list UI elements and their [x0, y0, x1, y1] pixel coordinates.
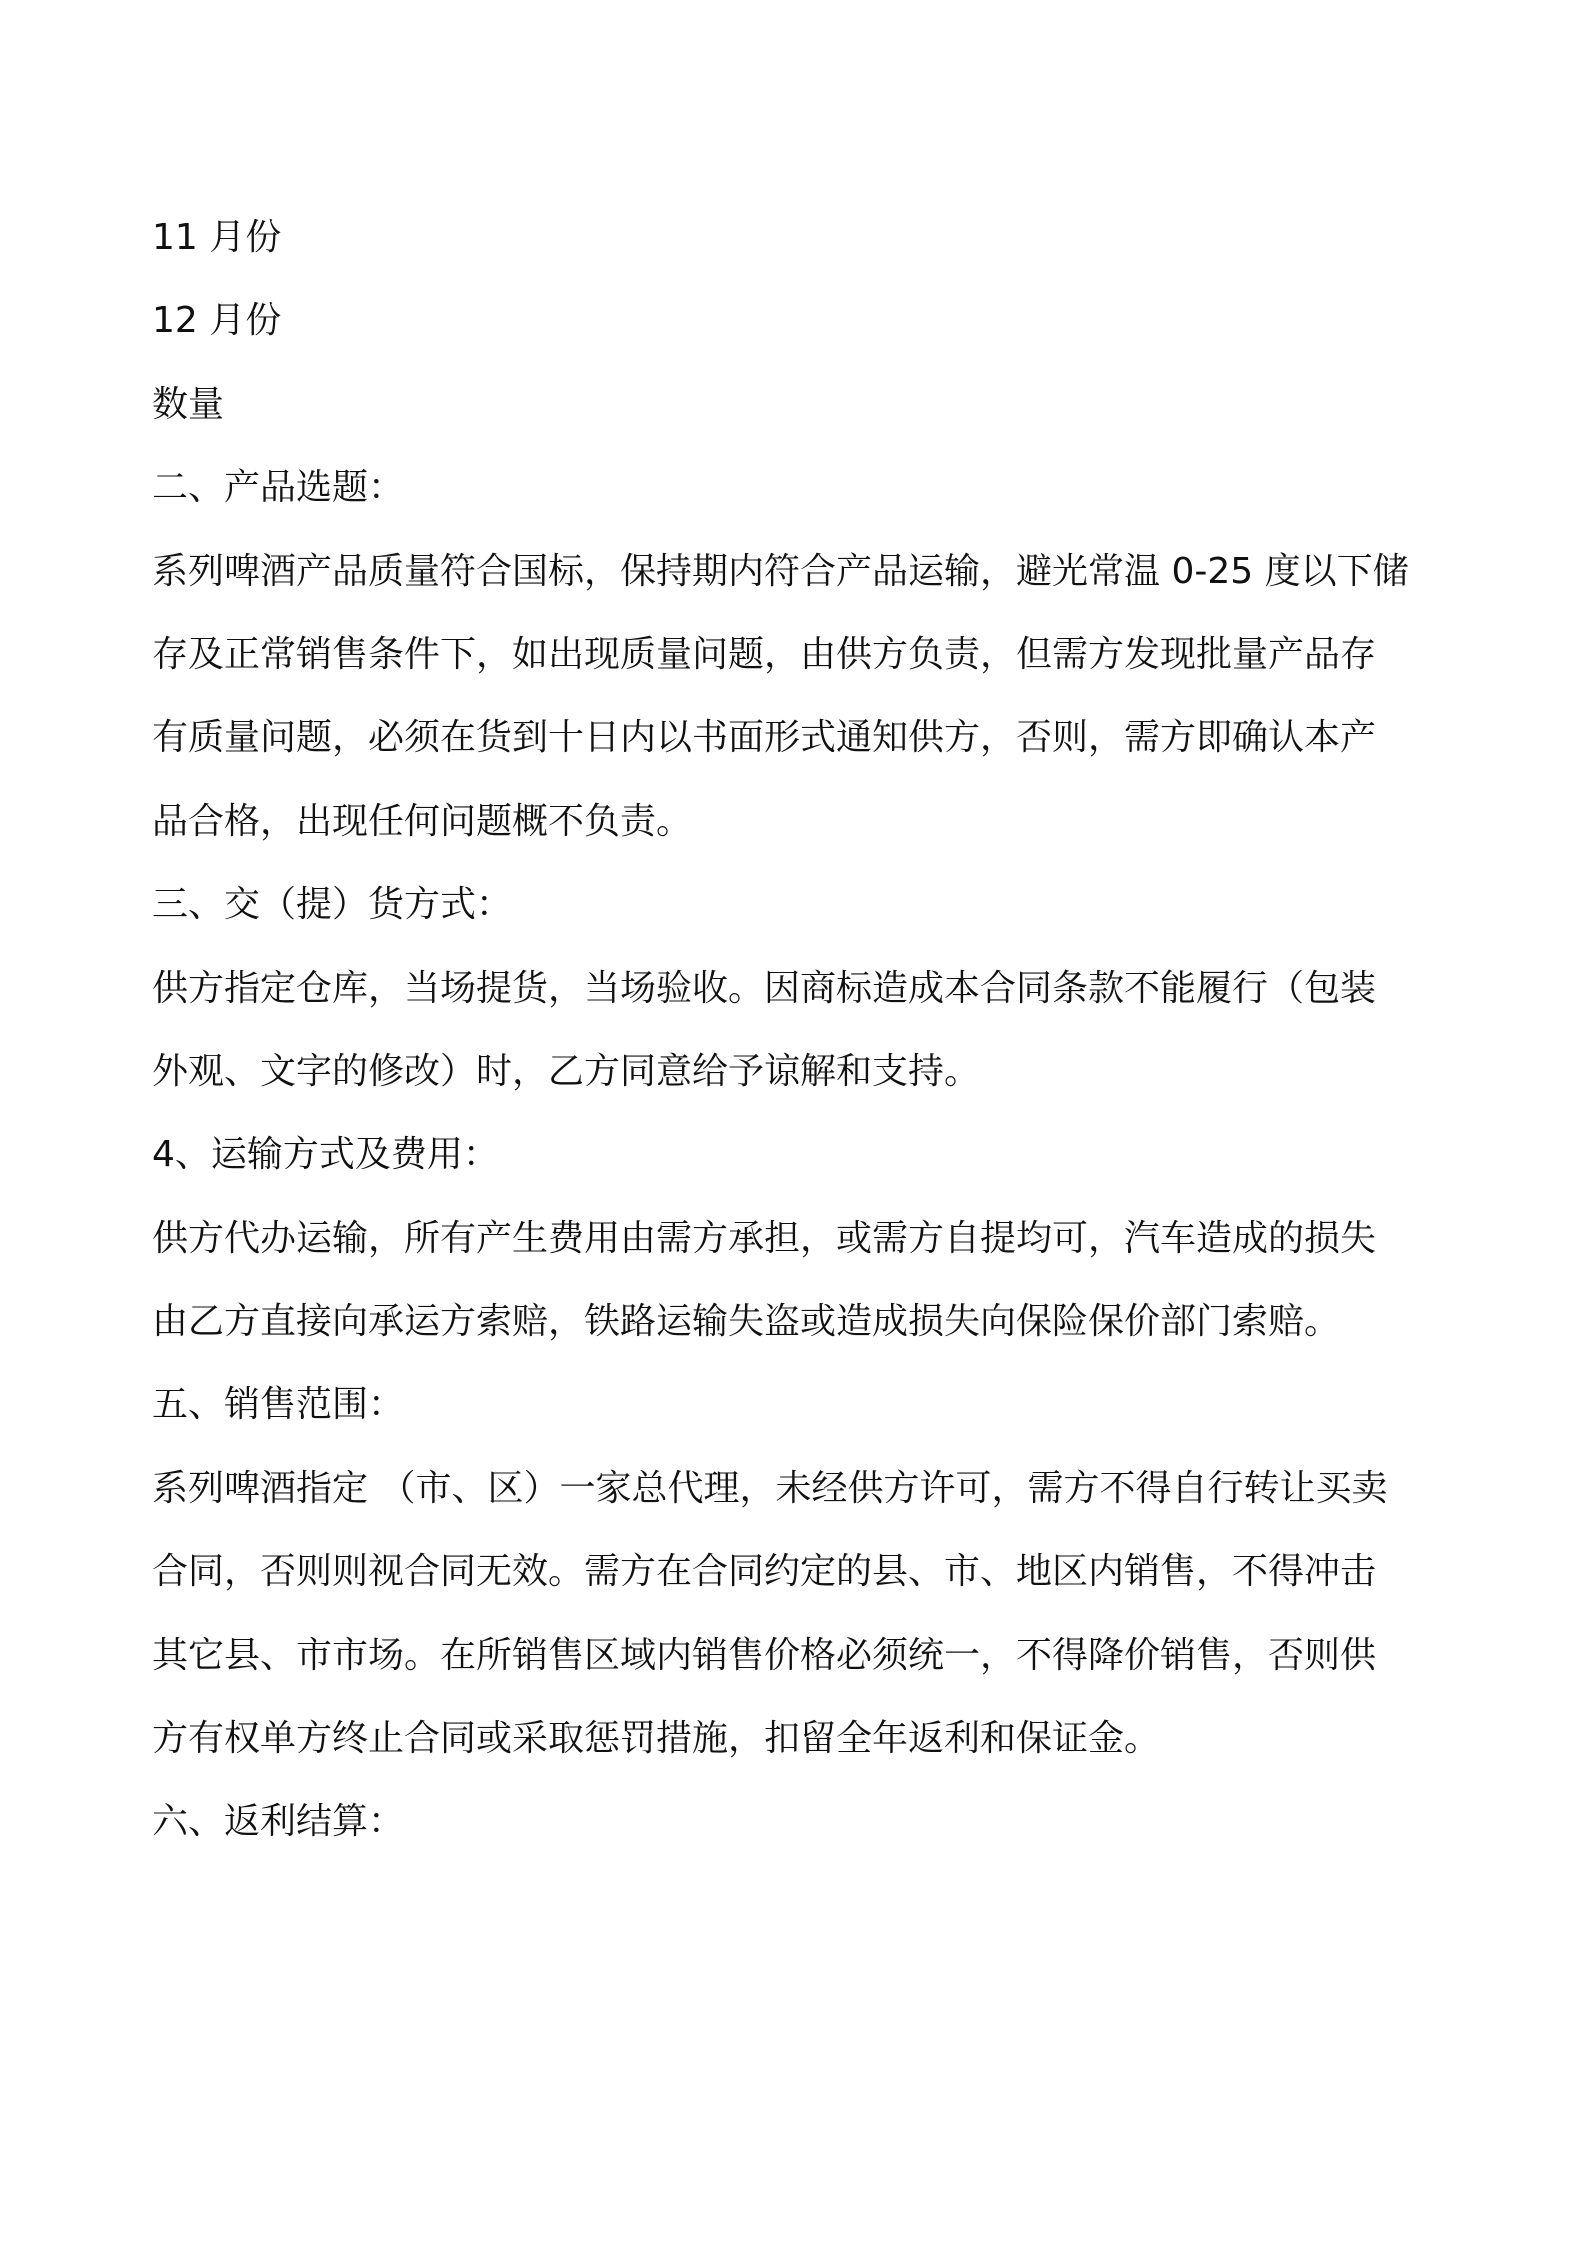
section-heading: 六、返利结算： — [152, 1801, 405, 1843]
paragraph-line: 系列啤酒指定 （市、区）一家总代理，未经供方许可，需方不得自行转让买卖 — [152, 1467, 1388, 1509]
paragraph-line: 供方代办运输，所有产生费用由需方承担，或需方自提均可，汽车造成的损失 — [152, 1217, 1377, 1259]
paragraph-line: 品合格，出现任何问题概不负责。 — [152, 800, 693, 842]
section-heading: 三、交（提）货方式： — [152, 884, 513, 926]
text-line: 11 月份 — [152, 217, 282, 258]
text-line: 数量 — [152, 383, 225, 425]
paragraph-line: 由乙方直接向承运方索赔，铁路运输失盗或造成损失向保险保价部门索赔。 — [152, 1301, 1341, 1343]
paragraph-line: 有质量问题，必须在货到十日内以书面形式通知供方，否则，需方即确认本产 — [152, 717, 1377, 759]
section-heading: 二、产品选题： — [152, 467, 405, 509]
paragraph-line: 合同，否则则视合同无效。需方在合同约定的县、市、地区内销售，不得冲击 — [152, 1551, 1377, 1593]
document-body — [152, 196, 1452, 1864]
paragraph-line: 系列啤酒产品质量符合国标，保持期内符合产品运输，避光常温 0-25 度以下储 — [152, 550, 1409, 592]
paragraph-line: 供方指定仓库，当场提货，当场验收。因商标造成本合同条款不能履行（包装 — [152, 967, 1377, 1009]
paragraph-line: 存及正常销售条件下，如出现质量问题，由供方负责，但需方发现批量产品存 — [152, 633, 1377, 675]
paragraph-line: 方有权单方终止合同或采取惩罚措施，扣留全年返利和保证金。 — [152, 1718, 1161, 1760]
section-heading: 4、运输方式及费用： — [152, 1134, 499, 1176]
paragraph-line: 外观、文字的修改）时，乙方同意给予谅解和支持。 — [152, 1050, 981, 1092]
paragraph-line: 其它县、市市场。在所销售区域内销售价格必须统一，不得降价销售，否则供 — [152, 1634, 1377, 1676]
text-line: 12 月份 — [152, 300, 282, 342]
section-heading: 五、销售范围： — [152, 1384, 405, 1426]
